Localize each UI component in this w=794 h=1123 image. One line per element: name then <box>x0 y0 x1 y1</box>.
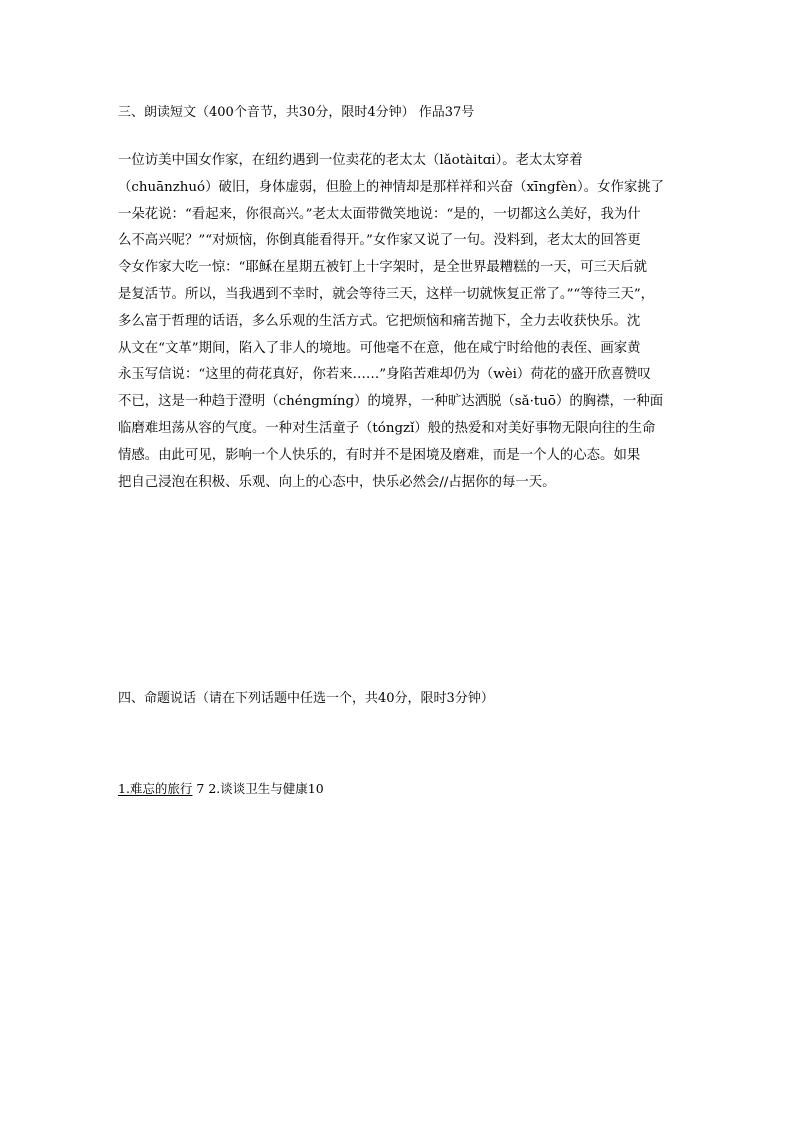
passage-line: 么不高兴呢？”“对烦恼，你倒真能看得开。”女作家又说了一句。没料到，老太太的回答更 <box>118 233 641 249</box>
passage-line: 是复活节。所以，当我遇到不幸时，就会等待三天，这样一切就恢复正常了。”“等待三天”， <box>118 286 655 302</box>
reading-passage <box>118 148 678 496</box>
passage-line: 一位访美中国女作家，在纽约遇到一位卖花的老太太（lǎotàitɑi）。老太太穿着 <box>118 153 583 168</box>
passage-line: （chuānzhuó）破旧，身体虚弱，但脸上的神情却是那样祥和兴奋（xīngfèn）。女作家挑了 <box>118 179 665 195</box>
passage-line: 情感。由此可见，影响一个人快乐的，有时并不是困境及磨难，而是一个人的心态。如果 <box>118 447 641 463</box>
topic-2-text: 2.谈谈卫生与健康10 <box>208 781 324 796</box>
topic-1-link[interactable]: 1.难忘的旅行 <box>118 781 193 796</box>
passage-line: 从文在“文革”期间，陷入了非人的境地。可他毫不在意，他在咸宁时给他的表侄、画家黄 <box>118 340 641 356</box>
section-3-heading: 三、朗读短文（400个音节，共30分，限时4分钟） 作品37号 <box>118 105 475 120</box>
topic-1-number: 7 <box>192 781 209 796</box>
passage-line: 临磨难坦荡从容的气度。一种对生活童子（tóngzǐ）般的热爱和对美好事物无限向往的生命 <box>118 420 656 436</box>
passage-line: 不已，这是一种趋于澄明（chéngmíng）的境界，一种旷达洒脱（sǎ·tuō）的胸襟，一种面 <box>118 394 664 410</box>
passage-line: 把自己浸泡在积极、乐观、向上的心态中，快乐必然会//占据你的每一天。 <box>118 474 556 490</box>
passage-line: 永玉写信说：“这里的荷花真好，你若来……”身陷苦难却仍为（wèi）荷花的盛开欣喜赞叹 <box>118 367 651 383</box>
passage-line: 一朵花说：“看起来，你很高兴。”老太太面带微笑地说：“是的，一切都这么美好，我为什 <box>118 206 641 222</box>
section-4-heading: 四、命题说话（请在下列话题中任选一个，共40分，限时3分钟） <box>118 691 494 706</box>
passage-line: 令女作家大吃一惊：“耶稣在星期五被钉上十字架时，是全世界最糟糕的一天，可三天后就 <box>118 260 648 276</box>
passage-line: 多么富于哲理的话语，多么乐观的生活方式。它把烦恼和痛苦抛下，全力去收获快乐。沈 <box>118 313 641 329</box>
topic-list <box>118 780 324 798</box>
